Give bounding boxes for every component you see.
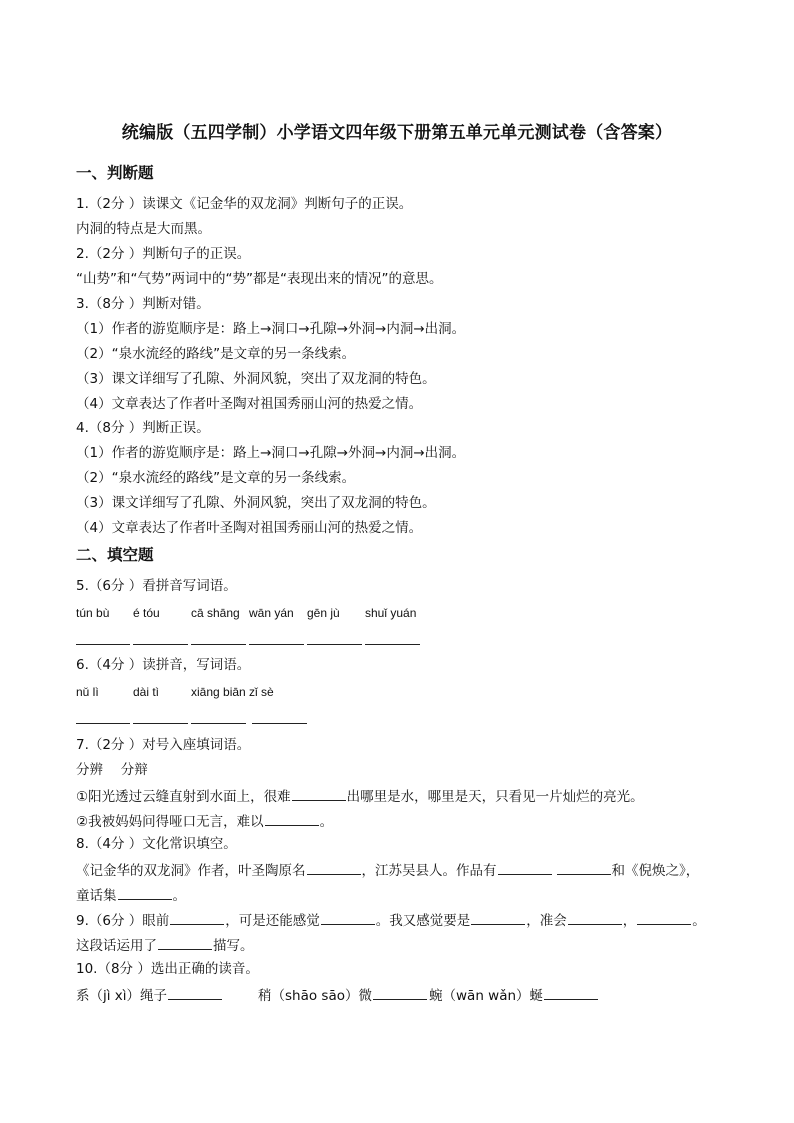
pinyin-6: shuǐ yuán: [365, 606, 417, 620]
pinyin-1: nǔ lì: [76, 685, 99, 699]
answer-blank[interactable]: [557, 860, 611, 875]
answer-blank[interactable]: [118, 885, 172, 900]
question-6-text: 6.（4分 ）读拼音，写词语。: [76, 657, 251, 673]
question-10-text: 10.（8分 ）选出正确的读音。: [76, 961, 259, 977]
word-options: 分辨 分辩: [76, 762, 148, 778]
pinyin-3: xiāng biān zǐ sè: [191, 685, 274, 699]
question-2-text: 2.（2分 ）判断句子的正误。: [76, 246, 251, 262]
question-3-item-1: （1）作者的游览顺序是：路上→洞口→孔隙→外洞→内洞→出洞。: [76, 321, 466, 337]
question-7-sentence-1: ①阳光透过云缝直射到水面上，很难 出哪里是水，哪里是天，只看见一片灿烂的亮光。: [76, 786, 644, 806]
answer-blank[interactable]: [133, 723, 188, 724]
question-7-text: 7.（2分 ）对号入座填词语。: [76, 737, 251, 753]
question-8-text: 8.（4分 ）文化常识填空。: [76, 836, 237, 852]
pinyin-4: wān yán: [249, 606, 294, 620]
pinyin-2: é tóu: [133, 606, 160, 620]
answer-blank[interactable]: [307, 860, 361, 875]
question-4-item-1: （1）作者的游览顺序是：路上→洞口→孔隙→外洞→内洞→出洞。: [76, 445, 466, 461]
question-5-text: 5.（6分 ）看拼音写词语。: [76, 578, 237, 594]
question-10-item-b: 稍（shāo sāo）微: [258, 985, 428, 1005]
question-4-item-3: （3）课文详细写了孔隙、外洞风貌，突出了双龙洞的特色。: [76, 495, 436, 511]
question-3-item-4: （4）文章表达了作者叶圣陶对祖国秀丽山河的热爱之情。: [76, 396, 423, 412]
pinyin-2: dài tì: [133, 685, 160, 699]
section-heading-fill-blank: 二、填空题: [76, 546, 154, 564]
answer-blank[interactable]: [252, 723, 307, 724]
question-10-item-a: 系（jì xì）绳子: [76, 985, 223, 1005]
answer-blank[interactable]: [544, 985, 598, 1000]
answer-blank[interactable]: [265, 811, 319, 826]
question-3-text: 3.（8分 ）判断对错。: [76, 296, 210, 312]
question-8-line-2: 童话集 。: [76, 885, 186, 905]
question-4-item-4: （4）文章表达了作者叶圣陶对祖国秀丽山河的热爱之情。: [76, 520, 423, 536]
question-10-item-c: 蜿（wān wǎn）蜒: [429, 985, 599, 1005]
answer-blank[interactable]: [76, 644, 130, 645]
question-2-statement: “山势”和“气势”两词中的“势”都是“表现出来的情况”的意思。: [76, 271, 443, 287]
question-7-sentence-2: ②我被妈妈问得哑口无言，难以 。: [76, 811, 333, 831]
answer-blank[interactable]: [471, 910, 525, 925]
page-title: 统编版（五四学制）小学语文四年级下册第五单元单元测试卷（含答案）: [121, 123, 673, 143]
pinyin-3: cā shāng: [191, 606, 240, 620]
answer-blank[interactable]: [76, 723, 130, 724]
section-heading-judgment: 一、判断题: [76, 164, 154, 182]
answer-blank[interactable]: [365, 644, 420, 645]
answer-blank[interactable]: [133, 644, 188, 645]
answer-blank[interactable]: [292, 786, 346, 801]
answer-blank[interactable]: [168, 985, 222, 1000]
question-1-statement: 内洞的特点是大而黑。: [76, 221, 211, 237]
answer-blank[interactable]: [637, 910, 691, 925]
question-4-item-2: （2）“泉水流经的路线”是文章的另一条线索。: [76, 470, 356, 486]
answer-blank[interactable]: [170, 910, 224, 925]
question-4-text: 4.（8分 ）判断正误。: [76, 420, 210, 436]
question-3-item-3: （3）课文详细写了孔隙、外洞风貌，突出了双龙洞的特色。: [76, 371, 436, 387]
question-1-text: 1.（2分 ）读课文《记金华的双龙洞》判断句子的正误。: [76, 196, 413, 212]
question-3-item-2: （2）“泉水流经的路线”是文章的另一条线索。: [76, 346, 356, 362]
pinyin-5: gēn jù: [307, 606, 340, 620]
question-9-line-2: 这段话运用了 描写。: [76, 935, 254, 955]
answer-blank[interactable]: [158, 935, 212, 950]
answer-blank[interactable]: [321, 910, 375, 925]
answer-blank[interactable]: [307, 644, 362, 645]
answer-blank[interactable]: [191, 723, 246, 724]
answer-blank[interactable]: [191, 644, 246, 645]
answer-blank[interactable]: [249, 644, 304, 645]
answer-blank[interactable]: [568, 910, 622, 925]
answer-blank[interactable]: [498, 860, 552, 875]
question-9-text: 9.（6分 ）眼前 ，可是还能感觉 。我又感觉要是 ，准会 ， 。: [76, 910, 706, 930]
question-8-line-1: 《记金华的双龙洞》作者，叶圣陶原名 ，江苏吴县人。作品有 和《倪焕之》，: [76, 860, 699, 880]
answer-blank[interactable]: [373, 985, 427, 1000]
pinyin-1: tún bù: [76, 606, 110, 620]
